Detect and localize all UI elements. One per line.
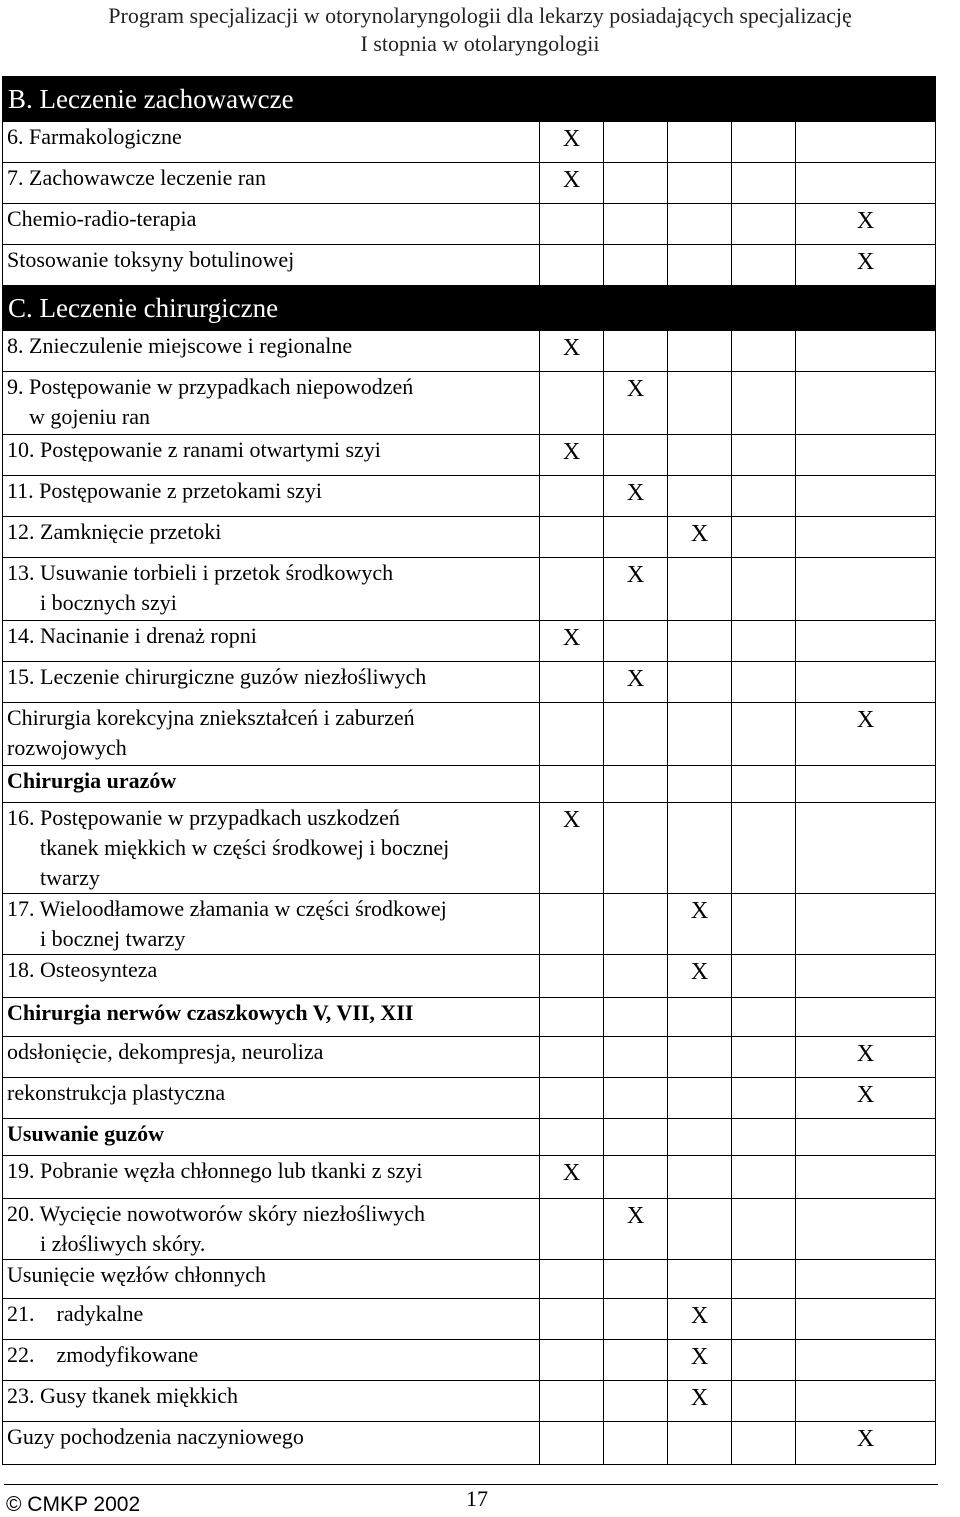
row-label: Stosowanie toksyny botulinowej bbox=[3, 245, 540, 286]
level-cell-3 bbox=[668, 286, 732, 331]
level-cell-2 bbox=[604, 1260, 668, 1299]
level-cell-3 bbox=[668, 204, 732, 245]
level-cell-2 bbox=[604, 122, 668, 163]
level-cell-5 bbox=[796, 517, 936, 558]
level-cell-1 bbox=[540, 1299, 604, 1340]
level-cell-5 bbox=[796, 122, 936, 163]
table-row bbox=[3, 517, 936, 558]
row-label: Guzy pochodzenia naczyniowego bbox=[3, 1422, 540, 1465]
section-row bbox=[3, 286, 936, 331]
level-cell-2 bbox=[604, 1156, 668, 1199]
level-cell-4 bbox=[732, 476, 796, 517]
level-cell-3 bbox=[668, 1260, 732, 1299]
level-cell-1 bbox=[540, 1340, 604, 1381]
level-cell-1 bbox=[540, 286, 604, 331]
level-cell-5 bbox=[796, 331, 936, 372]
row-label: 10. Postępowanie z ranami otwartymi szyi bbox=[3, 435, 540, 476]
level-cell-3 bbox=[668, 476, 732, 517]
level-cell-1 bbox=[540, 372, 604, 435]
row-label: 18. Osteosynteza bbox=[3, 955, 540, 998]
level-cell-1 bbox=[540, 955, 604, 998]
level-cell-2: X bbox=[604, 1199, 668, 1260]
level-cell-2 bbox=[604, 1119, 668, 1156]
level-cell-5 bbox=[796, 662, 936, 703]
row-label: rekonstrukcja plastyczna bbox=[3, 1078, 540, 1119]
level-cell-5 bbox=[796, 77, 936, 122]
table-row bbox=[3, 1299, 936, 1340]
subsection-row bbox=[3, 1119, 936, 1156]
row-label: 19. Pobranie węzła chłonnego lub tkanki z szyi bbox=[3, 1156, 540, 1199]
table-row bbox=[3, 122, 936, 163]
level-cell-2 bbox=[604, 621, 668, 662]
level-cell-2 bbox=[604, 955, 668, 998]
level-cell-3: X bbox=[668, 894, 732, 955]
level-cell-3 bbox=[668, 998, 732, 1037]
level-cell-2: X bbox=[604, 476, 668, 517]
level-cell-1 bbox=[540, 476, 604, 517]
level-cell-5: X bbox=[796, 1422, 936, 1465]
page-number: 17 bbox=[466, 1486, 488, 1511]
table-row bbox=[3, 1156, 936, 1199]
level-cell-5 bbox=[796, 1299, 936, 1340]
level-cell-1 bbox=[540, 1078, 604, 1119]
level-cell-3 bbox=[668, 372, 732, 435]
level-cell-5 bbox=[796, 1260, 936, 1299]
level-cell-4 bbox=[732, 435, 796, 476]
level-cell-5 bbox=[796, 894, 936, 955]
row-label: 14. Nacinanie i drenaż ropni bbox=[3, 621, 540, 662]
level-cell-3: X bbox=[668, 955, 732, 998]
level-cell-4 bbox=[732, 1422, 796, 1465]
table-row bbox=[3, 245, 936, 286]
level-cell-4 bbox=[732, 1260, 796, 1299]
level-cell-3 bbox=[668, 1199, 732, 1260]
level-cell-2 bbox=[604, 998, 668, 1037]
row-label: 6. Farmakologiczne bbox=[3, 122, 540, 163]
level-cell-5: X bbox=[796, 204, 936, 245]
table-row bbox=[3, 703, 936, 766]
level-cell-3 bbox=[668, 1037, 732, 1078]
table-row bbox=[3, 662, 936, 703]
level-cell-1 bbox=[540, 77, 604, 122]
level-cell-4 bbox=[732, 1340, 796, 1381]
level-cell-2 bbox=[604, 894, 668, 955]
row-label: Chirurgia urazów bbox=[3, 766, 540, 803]
row-label: 20. Wycięcie nowotworów skóry niezłośliwych i złośliwych skóry. bbox=[3, 1199, 540, 1260]
level-cell-4 bbox=[732, 558, 796, 621]
level-cell-2: X bbox=[604, 372, 668, 435]
level-cell-5 bbox=[796, 1199, 936, 1260]
row-label: 7. Zachowawcze leczenie ran bbox=[3, 163, 540, 204]
level-cell-2 bbox=[604, 331, 668, 372]
level-cell-1 bbox=[540, 766, 604, 803]
level-cell-5 bbox=[796, 1381, 936, 1422]
level-cell-3 bbox=[668, 766, 732, 803]
subsection-row bbox=[3, 766, 936, 803]
level-cell-5 bbox=[796, 372, 936, 435]
level-cell-1 bbox=[540, 558, 604, 621]
level-cell-3 bbox=[668, 122, 732, 163]
level-cell-4 bbox=[732, 331, 796, 372]
level-cell-3 bbox=[668, 558, 732, 621]
level-cell-2 bbox=[604, 163, 668, 204]
level-cell-4 bbox=[732, 286, 796, 331]
table-row bbox=[3, 955, 936, 998]
level-cell-3: X bbox=[668, 1340, 732, 1381]
level-cell-4 bbox=[732, 77, 796, 122]
level-cell-1: X bbox=[540, 1156, 604, 1199]
level-cell-4 bbox=[732, 621, 796, 662]
row-label: 21. radykalne bbox=[3, 1299, 540, 1340]
level-cell-2 bbox=[604, 1037, 668, 1078]
level-cell-2 bbox=[604, 1422, 668, 1465]
level-cell-5 bbox=[796, 766, 936, 803]
level-cell-4 bbox=[732, 1381, 796, 1422]
footer-copyright: © CMKP 2002 bbox=[6, 1493, 141, 1516]
level-cell-1 bbox=[540, 204, 604, 245]
level-cell-2 bbox=[604, 77, 668, 122]
level-cell-2 bbox=[604, 803, 668, 894]
level-cell-4 bbox=[732, 372, 796, 435]
table-row bbox=[3, 1381, 936, 1422]
level-cell-1: X bbox=[540, 621, 604, 662]
table-row bbox=[3, 1078, 936, 1119]
level-cell-3 bbox=[668, 703, 732, 766]
level-cell-5: X bbox=[796, 245, 936, 286]
level-cell-1: X bbox=[540, 163, 604, 204]
level-cell-5 bbox=[796, 1119, 936, 1156]
section-row bbox=[3, 77, 936, 122]
level-cell-3: X bbox=[668, 1299, 732, 1340]
table-row bbox=[3, 435, 936, 476]
level-cell-5 bbox=[796, 163, 936, 204]
level-cell-4 bbox=[732, 245, 796, 286]
level-cell-4 bbox=[732, 703, 796, 766]
level-cell-5 bbox=[796, 803, 936, 894]
level-cell-4 bbox=[732, 894, 796, 955]
level-cell-4 bbox=[732, 1199, 796, 1260]
level-cell-5: X bbox=[796, 1078, 936, 1119]
level-cell-3 bbox=[668, 1078, 732, 1119]
row-label: 23. Gusy tkanek miękkich bbox=[3, 1381, 540, 1422]
level-cell-5 bbox=[796, 476, 936, 517]
level-cell-3 bbox=[668, 1156, 732, 1199]
level-cell-4 bbox=[732, 998, 796, 1037]
page-header bbox=[0, 2, 960, 58]
level-cell-5 bbox=[796, 955, 936, 998]
level-cell-1 bbox=[540, 1381, 604, 1422]
row-label: Chirurgia korekcyjna zniekształceń i zaburzeń rozwojowych bbox=[3, 703, 540, 766]
level-cell-5 bbox=[796, 998, 936, 1037]
table-row bbox=[3, 1199, 936, 1260]
level-cell-2: X bbox=[604, 558, 668, 621]
table-row bbox=[3, 372, 936, 435]
row-label: Usunięcie węzłów chłonnych bbox=[3, 1260, 540, 1299]
table-row bbox=[3, 1422, 936, 1465]
level-cell-5 bbox=[796, 621, 936, 662]
level-cell-1: X bbox=[540, 435, 604, 476]
level-cell-4 bbox=[732, 122, 796, 163]
row-label: odsłonięcie, dekompresja, neuroliza bbox=[3, 1037, 540, 1078]
level-cell-3 bbox=[668, 1422, 732, 1465]
level-cell-1 bbox=[540, 1422, 604, 1465]
level-cell-2 bbox=[604, 245, 668, 286]
level-cell-5: X bbox=[796, 1037, 936, 1078]
level-cell-1 bbox=[540, 1119, 604, 1156]
level-cell-5 bbox=[796, 435, 936, 476]
level-cell-1 bbox=[540, 1199, 604, 1260]
level-cell-1 bbox=[540, 1037, 604, 1078]
level-cell-4 bbox=[732, 766, 796, 803]
level-cell-1 bbox=[540, 998, 604, 1037]
table-row bbox=[3, 621, 936, 662]
level-cell-4 bbox=[732, 163, 796, 204]
section-title: C. Leczenie chirurgiczne bbox=[3, 286, 540, 331]
row-label: Chemio-radio-terapia bbox=[3, 204, 540, 245]
level-cell-4 bbox=[732, 1037, 796, 1078]
table-row bbox=[3, 476, 936, 517]
level-cell-3 bbox=[668, 662, 732, 703]
level-cell-4 bbox=[732, 517, 796, 558]
table-row bbox=[3, 1037, 936, 1078]
row-label: Chirurgia nerwów czaszkowych V, VII, XII bbox=[3, 998, 540, 1037]
level-cell-4 bbox=[732, 1299, 796, 1340]
level-cell-1 bbox=[540, 517, 604, 558]
level-cell-1 bbox=[540, 245, 604, 286]
level-cell-2: X bbox=[604, 662, 668, 703]
footer-divider bbox=[4, 1484, 938, 1485]
level-cell-3 bbox=[668, 163, 732, 204]
row-label: 11. Postępowanie z przetokami szyi bbox=[3, 476, 540, 517]
table-row bbox=[3, 1260, 936, 1299]
header-line-2: I stopnia w otolaryngologii bbox=[360, 31, 600, 56]
level-cell-4 bbox=[732, 204, 796, 245]
header-line-1: Program specjalizacji w otorynolaryngologii dla lekarzy posiadających specjalizację bbox=[108, 3, 852, 28]
row-label: 9. Postępowanie w przypadkach niepowodzeń w gojeniu ran bbox=[3, 372, 540, 435]
level-cell-1 bbox=[540, 894, 604, 955]
row-label: 17. Wieloodłamowe złamania w części środkowej i bocznej twarzy bbox=[3, 894, 540, 955]
level-cell-3 bbox=[668, 803, 732, 894]
row-label: 16. Postępowanie w przypadkach uszkodzeń tkanek miękkich w części środkowej i bocznej twarzy bbox=[3, 803, 540, 894]
level-cell-3 bbox=[668, 77, 732, 122]
level-cell-4 bbox=[732, 1156, 796, 1199]
level-cell-4 bbox=[732, 1078, 796, 1119]
level-cell-5 bbox=[796, 558, 936, 621]
level-cell-5: X bbox=[796, 703, 936, 766]
level-cell-1: X bbox=[540, 331, 604, 372]
section-title: B. Leczenie zachowawcze bbox=[3, 77, 540, 122]
row-label: Usuwanie guzów bbox=[3, 1119, 540, 1156]
level-cell-2 bbox=[604, 1299, 668, 1340]
table-row bbox=[3, 894, 936, 955]
level-cell-2 bbox=[604, 703, 668, 766]
level-cell-4 bbox=[732, 955, 796, 998]
row-label: 22. zmodyfikowane bbox=[3, 1340, 540, 1381]
level-cell-1: X bbox=[540, 122, 604, 163]
table-row bbox=[3, 204, 936, 245]
table-row bbox=[3, 163, 936, 204]
table-row bbox=[3, 331, 936, 372]
level-cell-2 bbox=[604, 435, 668, 476]
row-label: 8. Znieczulenie miejscowe i regionalne bbox=[3, 331, 540, 372]
level-cell-2 bbox=[604, 286, 668, 331]
table-row bbox=[3, 558, 936, 621]
level-cell-5 bbox=[796, 1340, 936, 1381]
level-cell-4 bbox=[732, 1119, 796, 1156]
level-cell-1 bbox=[540, 703, 604, 766]
level-cell-4 bbox=[732, 803, 796, 894]
level-cell-3 bbox=[668, 435, 732, 476]
level-cell-5 bbox=[796, 286, 936, 331]
level-cell-3 bbox=[668, 621, 732, 662]
level-cell-4 bbox=[732, 662, 796, 703]
row-label: 13. Usuwanie torbieli i przetok środkowych i bocznych szyi bbox=[3, 558, 540, 621]
level-cell-3: X bbox=[668, 517, 732, 558]
level-cell-1 bbox=[540, 1260, 604, 1299]
level-cell-3 bbox=[668, 331, 732, 372]
level-cell-5 bbox=[796, 1156, 936, 1199]
level-cell-2 bbox=[604, 204, 668, 245]
level-cell-2 bbox=[604, 517, 668, 558]
level-cell-2 bbox=[604, 1340, 668, 1381]
table-row bbox=[3, 803, 936, 894]
subsection-row bbox=[3, 998, 936, 1037]
level-cell-2 bbox=[604, 766, 668, 803]
level-cell-3 bbox=[668, 245, 732, 286]
row-label: 15. Leczenie chirurgiczne guzów niezłośliwych bbox=[3, 662, 540, 703]
level-cell-3: X bbox=[668, 1381, 732, 1422]
procedures-table bbox=[2, 76, 936, 1465]
level-cell-2 bbox=[604, 1381, 668, 1422]
level-cell-3 bbox=[668, 1119, 732, 1156]
table-row bbox=[3, 1340, 936, 1381]
level-cell-1: X bbox=[540, 803, 604, 894]
level-cell-2 bbox=[604, 1078, 668, 1119]
level-cell-1 bbox=[540, 662, 604, 703]
row-label: 12. Zamknięcie przetoki bbox=[3, 517, 540, 558]
